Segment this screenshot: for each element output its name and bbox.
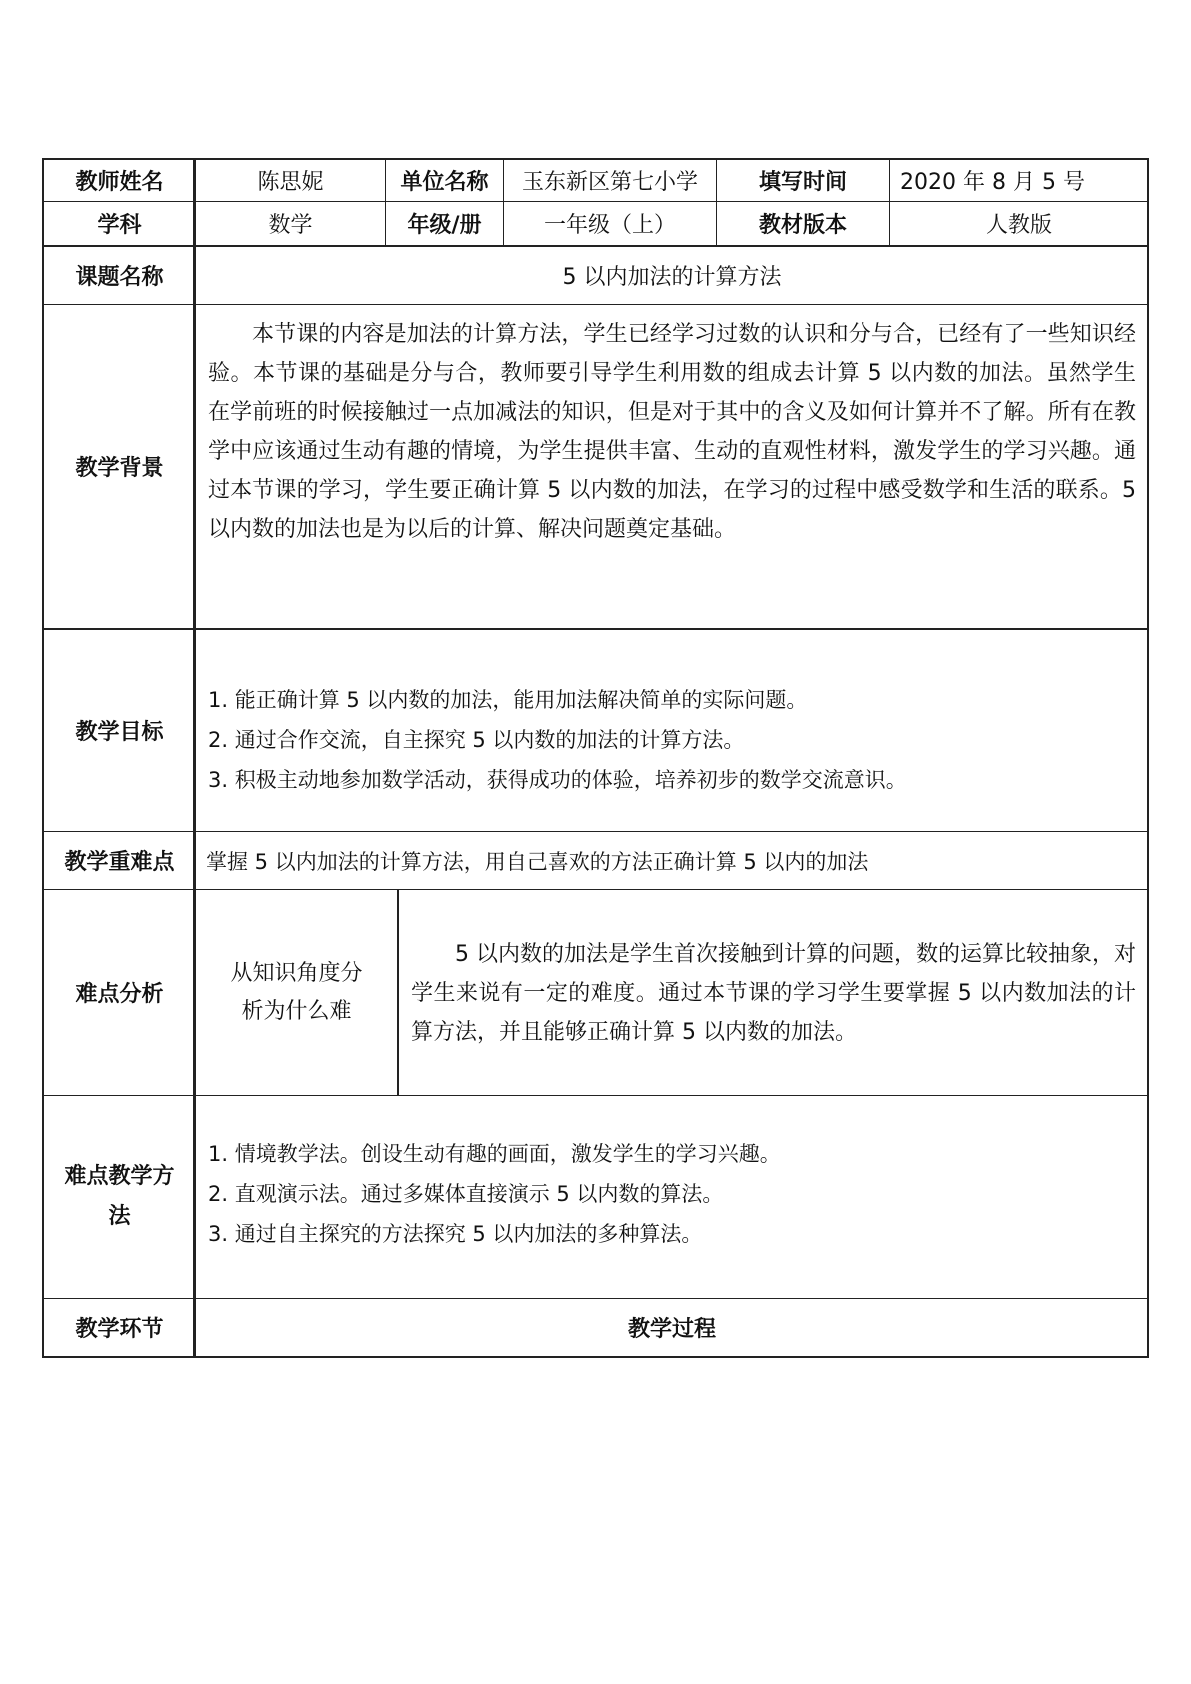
method-item: 2. 直观演示法。通过多媒体直接演示 5 以内数的算法。: [208, 1182, 724, 1206]
difficulty-text-cell: [397, 889, 1148, 1095]
background-label: 教学背景: [43, 304, 195, 628]
grade-label: 年级/册: [385, 201, 503, 245]
topic-value: 5 以内加法的计算方法: [195, 245, 1148, 304]
methods-label: 难点教学方法: [43, 1095, 195, 1298]
edition-value: 人教版: [889, 201, 1148, 245]
objective-item: 3. 积极主动地参加数学活动，获得成功的体验，培养初步的数学交流意识。: [208, 768, 907, 792]
topic-label: 课题名称: [43, 245, 195, 304]
teacher-name-value: 陈思妮: [195, 158, 385, 201]
edition-label: 教材版本: [716, 201, 889, 245]
objective-item: 2. 通过合作交流，自主探究 5 以内数的加法的计算方法。: [208, 728, 745, 752]
table-left-border: [42, 158, 44, 1358]
unit-name-value: 玉东新区第七小学: [503, 158, 716, 201]
label-column-divider: [193, 158, 195, 1358]
objectives-list: [195, 628, 1148, 831]
key-points-text: 掌握 5 以内加法的计算方法，用自己喜欢的方法正确计算 5 以内的加法: [195, 831, 1148, 889]
unit-name-label: 单位名称: [385, 158, 503, 201]
objective-item: 1. 能正确计算 5 以内数的加法，能用加法解决简单的实际问题。: [208, 688, 808, 712]
subject-value: 数学: [195, 201, 385, 245]
table-right-border: [1147, 158, 1149, 1358]
teacher-name-label: 教师姓名: [43, 158, 195, 201]
methods-list: [195, 1095, 1148, 1298]
key-points-label: 教学重难点: [43, 831, 195, 889]
fill-date-label: 填写时间: [716, 158, 889, 201]
method-item: 1. 情境教学法。创设生动有趣的画面，激发学生的学习兴趣。: [208, 1142, 781, 1166]
teaching-stage-label: 教学环节: [43, 1298, 195, 1358]
method-item: 3. 通过自主探究的方法探究 5 以内加法的多种算法。: [208, 1222, 703, 1246]
grade-value: 一年级（上）: [503, 201, 716, 245]
fill-date-value: 2020 年 8 月 5 号: [889, 158, 1148, 201]
difficulty-text: 5 以内数的加法是学生首次接触到计算的问题，数的运算比较抽象，对学生来说有一定的难度。通过本节课的学习学生要掌握 5 以内数加法的计算方法，并且能够正确计算 5 以内数的加法。: [411, 942, 1136, 1045]
background-text: 本节课的内容是加法的计算方法，学生已经学习过数的认识和分与合，已经有了一些知识经验。本节课的基础是分与合，教师要引导学生利用数的组成去计算 5 以内数的加法。虽然学生在学前班的时候接触过一点加减法的知识，但是对于其中的含义及如何计算并不了解。所有在教学中应该通过生动有趣的情境，为学生提供丰富、生动的直观性材料，激发学生的学习兴趣。通过本节课的学习，学生要正确计算 5 以内数的加法，在学习的过程中感受数学和生活的联系。5 以内数的加法也是为以后的计算、解决问题奠定基础。: [208, 322, 1136, 542]
teaching-process-label: 教学过程: [195, 1298, 1148, 1358]
background-text-cell: [195, 304, 1148, 628]
subject-label: 学科: [43, 201, 195, 245]
difficulty-label: 难点分析: [43, 889, 195, 1095]
difficulty-sub-label: 从知识角度分析为什么难: [195, 889, 397, 1095]
objectives-label: 教学目标: [43, 628, 195, 831]
